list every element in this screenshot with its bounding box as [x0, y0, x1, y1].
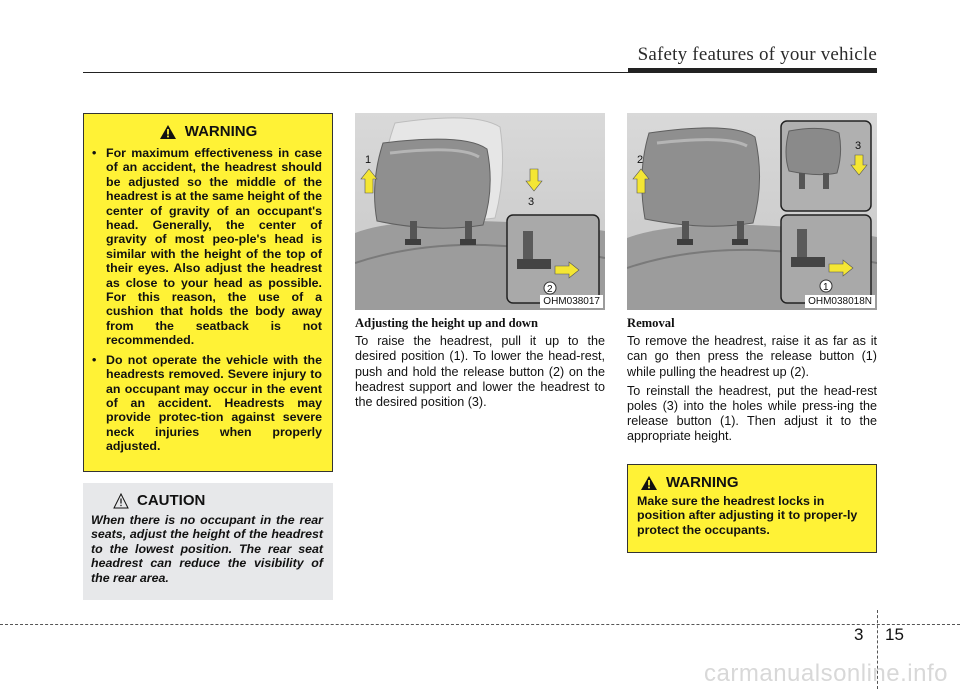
warning-box-headrest-adjustment [83, 113, 333, 472]
watermark: carmanualsonline.info [704, 660, 948, 687]
down-arrow-icon [526, 169, 542, 191]
warning-title: WARNING [666, 474, 739, 491]
figure-headrest-adjust [355, 113, 605, 310]
caution-title: CAUTION [137, 492, 206, 509]
chapter-number: 3 [854, 625, 864, 644]
warning-triangle-icon [159, 124, 177, 140]
warning-heading [84, 123, 332, 140]
figure-headrest-removal [627, 113, 877, 310]
header-rule [83, 72, 628, 73]
removal-section [627, 316, 877, 449]
headrest-adjust-illustration [355, 113, 605, 310]
headrest-removal-illustration [627, 113, 877, 310]
label-3: 3 [855, 140, 862, 152]
warning-triangle-icon [640, 475, 658, 491]
label-2: 2 [547, 284, 553, 295]
caution-heading [83, 492, 333, 509]
removal-heading: Removal [627, 316, 675, 330]
figure-code: OHM038017 [540, 295, 603, 308]
warning-item: • For maximum effectiveness in case of an accident, the headrest should be adjusted so the middle of the headrest is at the same height of the center of gravity of an occupant's head. Generally, the center of gravity of most peo-ple's head is similar with the height of the top of their eyes. Also adjust the headrest as close to your head as possible. For this reason, the use of a cushion that holds the body away from the seatback is not recommended. [92, 146, 322, 348]
warning-box-headrest-lock [627, 464, 877, 553]
adjust-height-body: To raise the headrest, pull it up to the desired position (1). To lower the head-rest, push and hold the release button (2) on the headrest support and lower the headrest to the desired position (3). [355, 334, 605, 410]
label-2: 2 [637, 154, 644, 166]
warning-text: Make sure the headrest locks in position after adjusting it to proper-ly protect the occupants. [637, 494, 858, 537]
figure-code: OHM038018N [805, 295, 875, 308]
caution-triangle-icon [113, 493, 129, 509]
label-1: 1 [365, 154, 372, 166]
section-title: Safety features of your vehicle [637, 44, 877, 65]
adjust-height-heading: Adjusting the height up and down [355, 316, 539, 330]
label-1: 1 [823, 282, 829, 293]
caution-box-rear-headrest [83, 483, 333, 600]
warning-title: WARNING [184, 123, 258, 140]
removal-body: To remove the headrest, raise it as far as it can go then press the release button (1) while pulling the headrest up (2). [627, 334, 877, 379]
warning-heading [628, 474, 876, 491]
label-3: 3 [528, 196, 535, 208]
page-number: 15 [885, 625, 904, 644]
warning-item: • Do not operate the vehicle with the headrests removed. Severe injury to an occupant may occur in the event of an accident. Headrests may provide protec-tion against severe neck injuries when properly adjusted. [92, 353, 322, 454]
reinstall-body: To reinstall the headrest, put the head-rest poles (3) into the holes while press-ing the release button (1). Then adjust it to the appropriate height. [627, 383, 877, 444]
header-rule-accent [628, 68, 877, 73]
footer-rule [0, 624, 960, 625]
warning-list [84, 146, 332, 454]
caution-text: When there is no occupant in the rear seats, adjust the height of the headrest to the lowest position. The rear seat headrest can reduce the visibility of the rear area. [91, 513, 323, 585]
adjust-height-section [355, 316, 605, 414]
